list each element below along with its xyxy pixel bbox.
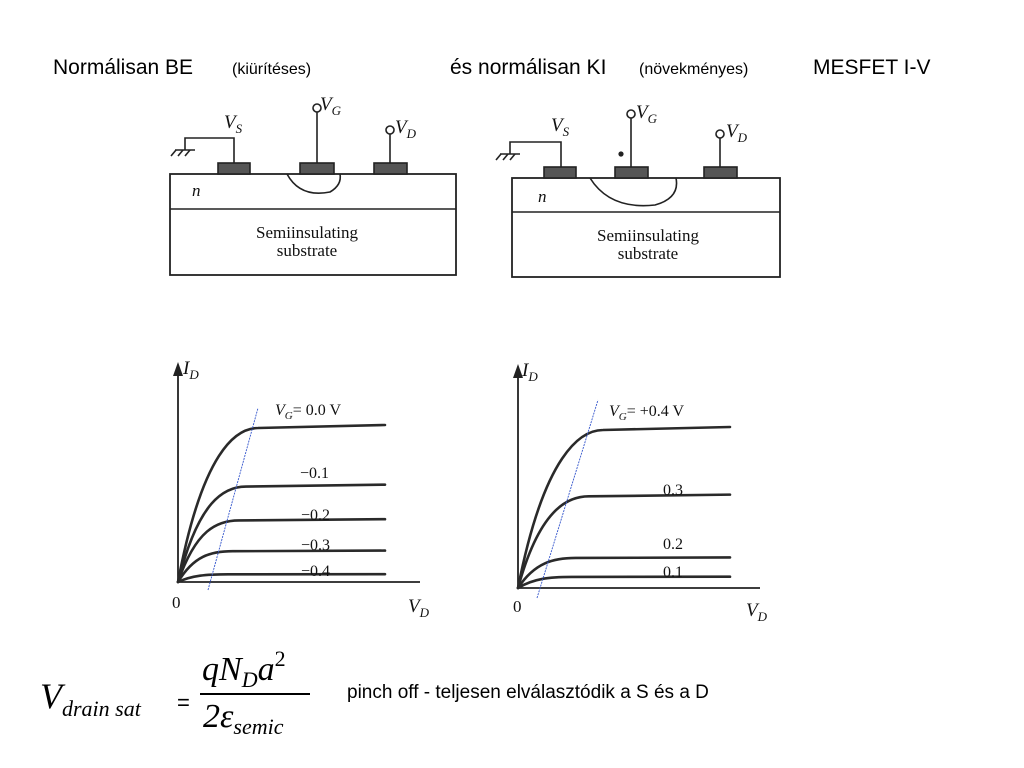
formula-equals: = [177, 690, 190, 715]
pinch-off-caption: pinch off - teljesen elválasztódik a S és a D [347, 682, 709, 703]
left-vs-label: $V_S$ [224, 112, 243, 136]
left-iv-curve-0 [178, 425, 385, 582]
right-iv-curve-0 [518, 427, 730, 588]
right-iv-curve-1 [518, 495, 730, 588]
right-plot-curves [518, 427, 730, 588]
left-curve-label-3: −0.3 [301, 537, 331, 554]
title-part3: MESFET I-V [813, 56, 931, 79]
left-curve-label-4: −0.4 [301, 563, 331, 580]
formula-denominator: $2\varepsilon_{semic}$ [203, 698, 284, 739]
title-part2: és normálisan KI [450, 56, 607, 79]
formula-numerator: $qN_Da^2$ [202, 646, 286, 692]
title-part1: Normálisan BE [53, 56, 194, 79]
right-substrate-line2: substrate [617, 244, 679, 263]
formula-lhs: $V_{drain sat}$ [40, 676, 141, 721]
right-substrate-line1: Semiinsulating [597, 226, 699, 245]
left-iv-curve-3 [178, 551, 385, 582]
left-plot-curves [178, 425, 385, 582]
right-plot-xlabel: $V_D$ [746, 600, 767, 624]
left-plot-xlabel: $V_D$ [408, 596, 429, 620]
right-plot-ylabel: $I_D$ [522, 360, 538, 384]
right-vg-label: $V_G$ [636, 102, 657, 126]
right-n-region-label: n [538, 187, 547, 206]
left-vd-label: $V_D$ [395, 117, 416, 141]
left-plot-origin: 0 [172, 593, 181, 612]
left-vg-label: $V_G$ [320, 94, 341, 118]
left-curve-label-2: −0.2 [301, 507, 331, 524]
right-curve-label-1: 0.3 [663, 482, 683, 499]
right-pinchoff-line [537, 400, 598, 598]
left-substrate-line2: substrate [276, 241, 338, 260]
right-iv-curve-2 [518, 557, 730, 588]
left-iv-curve-1 [178, 485, 385, 582]
left-substrate-line1: Semiinsulating [256, 223, 358, 242]
right-vs-label: $V_S$ [551, 115, 570, 139]
right-iv-curve-3 [518, 577, 730, 588]
pinch-off-formula [40, 646, 310, 739]
right-curve-label-0: $V_G= +0.4$ V [609, 403, 685, 423]
title-part2-note: (növekményes) [639, 61, 749, 78]
right-curve-label-3: 0.1 [663, 564, 683, 581]
left-plot-ylabel: $I_D$ [183, 358, 199, 382]
right-plot-origin: 0 [513, 597, 522, 616]
left-curve-label-0: $V_G= 0.0$ V [275, 402, 342, 422]
left-n-region-label: n [192, 181, 201, 200]
right-plot-labels [513, 360, 768, 624]
right-curve-label-2: 0.2 [663, 536, 683, 553]
right-vd-label: $V_D$ [726, 121, 747, 145]
title-part1-note: (kiürítéses) [232, 61, 312, 78]
left-curve-label-1: −0.1 [300, 465, 330, 482]
left-iv-curve-4 [178, 574, 385, 582]
